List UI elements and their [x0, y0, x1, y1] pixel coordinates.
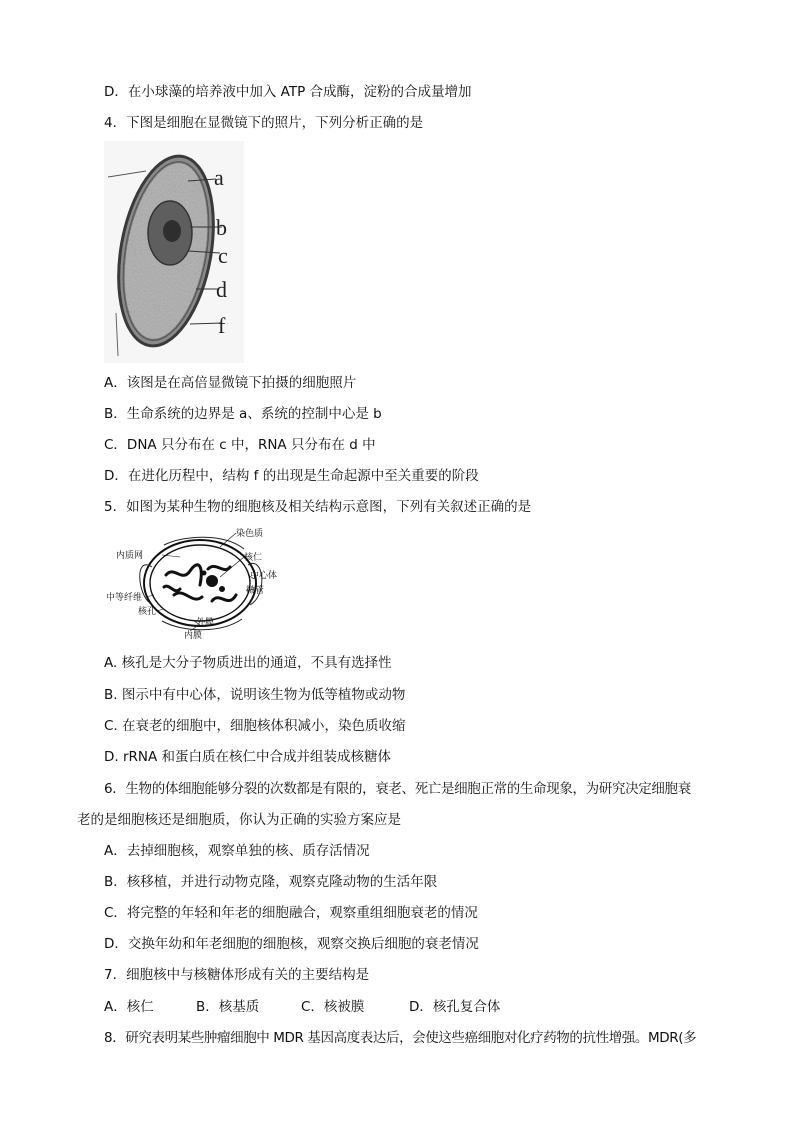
label-nucleolus: 核仁	[244, 552, 263, 562]
q5-stem: 5．如图为某种生物的细胞核及相关结构示意图，下列有关叙述正确的是	[104, 499, 532, 515]
label-outer-membrane: 外膜	[196, 617, 215, 627]
q6-option-b: B．核移植，并进行动物克隆，观察克隆动物的生活年限	[104, 874, 438, 890]
label-centrosome: 中心体	[250, 570, 278, 580]
label-d: d	[216, 277, 227, 302]
label-b: b	[216, 215, 227, 240]
q4-stem: 4．下图是细胞在显微镜下的照片，下列分析正确的是	[104, 115, 424, 131]
q5-option-b: B. 图示中有中心体，说明该生物为低等植物或动物	[104, 687, 406, 703]
q7-option-b: B．核基质	[196, 999, 260, 1015]
cell-micrograph-figure	[104, 141, 244, 363]
label-filament: 中等纤维	[106, 592, 143, 602]
q7-option-a: A．核仁	[104, 999, 154, 1015]
q4-option-c: C．DNA 只分布在 c 中，RNA 只分布在 d 中	[104, 437, 376, 453]
label-microtubule: 微管	[246, 585, 265, 595]
q5-option-c: C. 在衰老的细胞中，细胞核体积减小，染色质收缩	[104, 718, 406, 734]
label-er: 内质网	[116, 550, 144, 560]
nucleus-diagram	[104, 525, 284, 643]
q4-option-b: B．生命系统的边界是 a、系统的控制中心是 b	[104, 406, 382, 422]
q4-option-d: D．在进化历程中，结构 f 的出现是生命起源中至关重要的阶段	[104, 468, 479, 484]
q6-stem-line2: 老的是细胞核还是细胞质，你认为正确的实验方案应是	[77, 812, 401, 828]
q7-option-d: D．核孔复合体	[409, 999, 501, 1015]
q3-option-d: D．在小球藻的培养液中加入 ATP 合成酶，淀粉的合成量增加	[104, 84, 472, 100]
q8-stem: 8．研究表明某些肿瘤细胞中 MDR 基因高度表达后，会使这些癌细胞对化疗药物的抗性增强。MDR(多	[104, 1030, 697, 1046]
q6-option-d: D．交换年幼和年老细胞的细胞核，观察交换后细胞的衰老情况	[104, 936, 479, 952]
label-f: f	[218, 313, 226, 338]
label-c: c	[218, 243, 228, 268]
q4-option-a: A．该图是在高倍显微镜下拍摄的细胞照片	[104, 375, 357, 391]
q6-option-a: A．去掉细胞核，观察单独的核、质存活情况	[104, 843, 370, 859]
label-a: a	[214, 165, 224, 190]
nucleus-diagram-figure	[104, 525, 284, 643]
q5-option-a: A. 核孔是大分子物质进出的通道，不具有选择性	[104, 655, 392, 671]
q6-stem-line1: 6．生物的体细胞能够分裂的次数都是有限的，衰老、死亡是细胞正常的生命现象，为研究决定细胞衰	[104, 781, 691, 797]
q7-option-c: C．核被膜	[301, 999, 365, 1015]
label-chromatin: 染色质	[236, 528, 264, 538]
q7-stem: 7．细胞核中与核糖体形成有关的主要结构是	[104, 967, 370, 983]
cell-micrograph	[104, 141, 244, 363]
label-inner-membrane: 内膜	[184, 630, 203, 640]
q5-option-d: D. rRNA 和蛋白质在核仁中合成并组装成核糖体	[104, 749, 392, 765]
label-pore: 核孔	[138, 606, 157, 616]
q6-option-c: C．将完整的年轻和年老的细胞融合，观察重组细胞衰老的情况	[104, 905, 478, 921]
